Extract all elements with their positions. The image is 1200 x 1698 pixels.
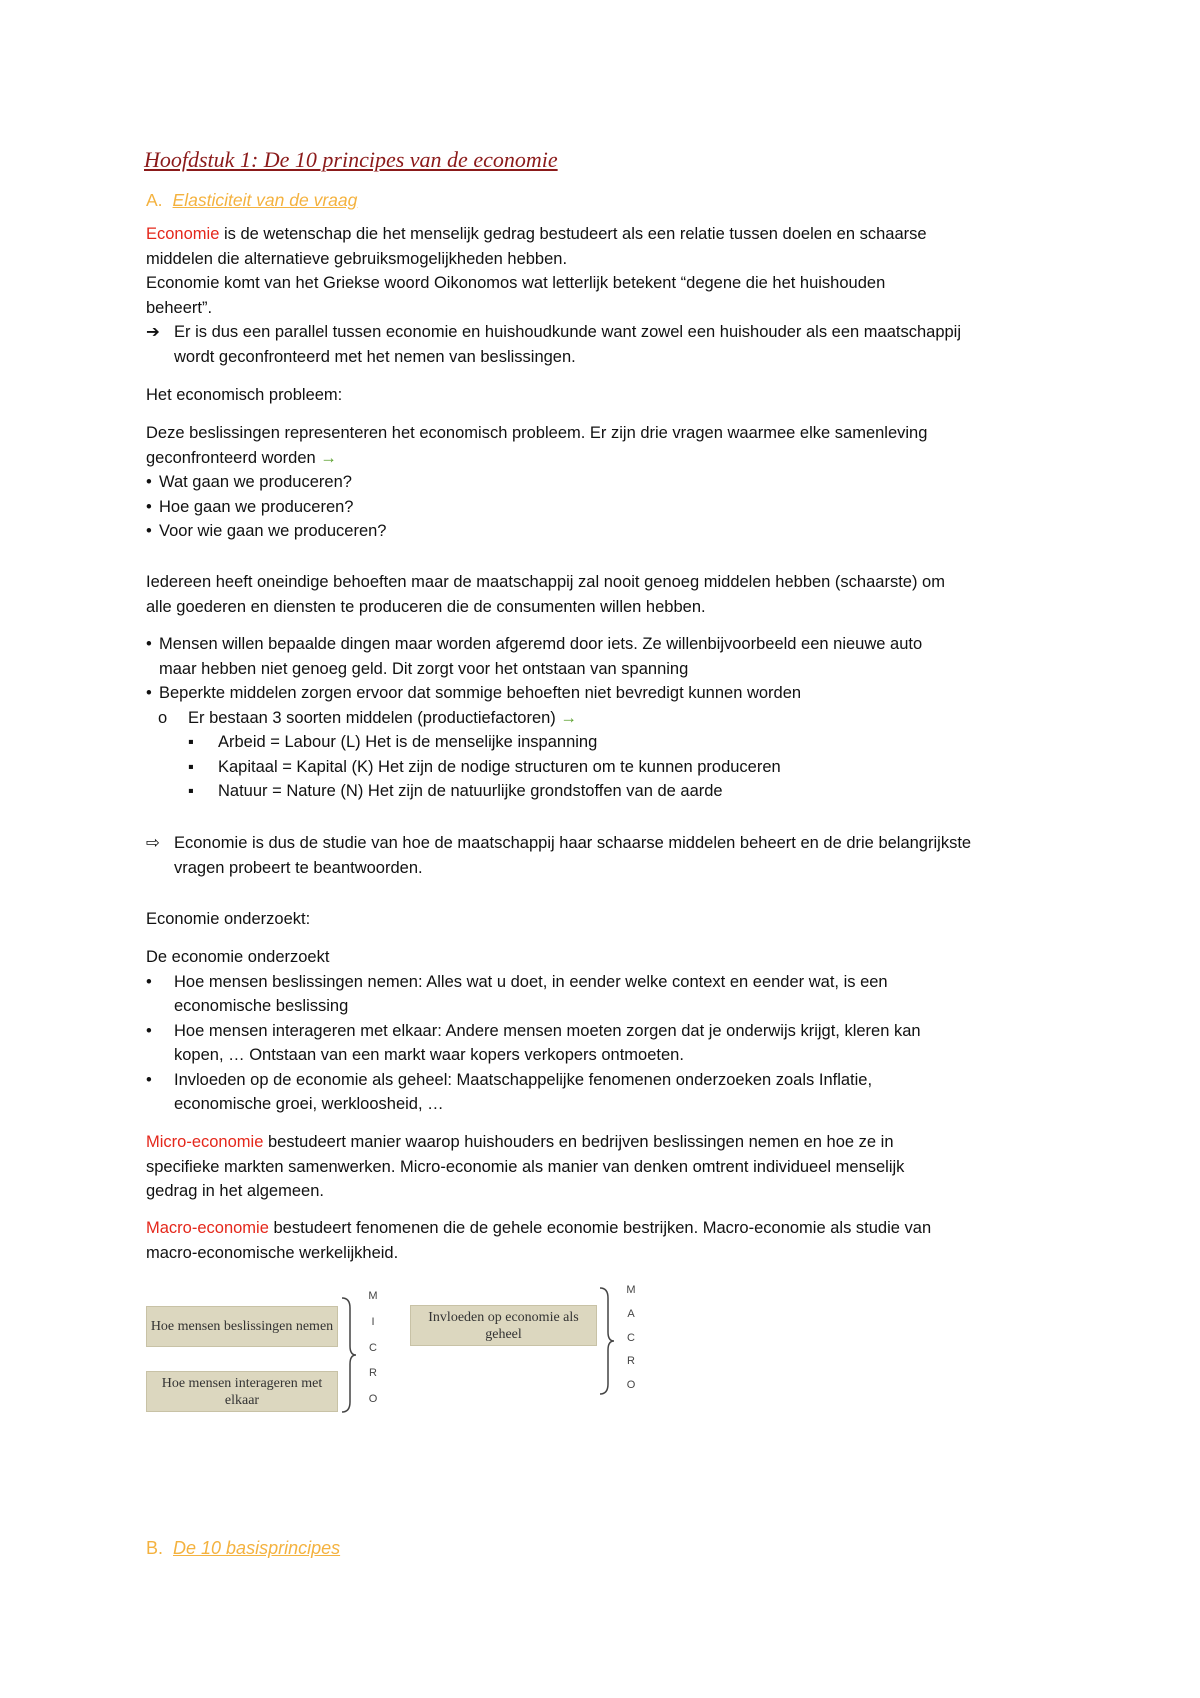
factor-text: Natuur = Nature (N) Het zijn de natuurlijke grondstoffen van de aarde <box>218 782 723 800</box>
bullet-icon: • <box>146 635 152 653</box>
bullet-icon: • <box>146 497 152 516</box>
scarcity-list <box>146 632 922 804</box>
bullet-icon: • <box>146 473 152 491</box>
section-b-marker: B. <box>146 1538 164 1558</box>
arrow-statement-text-2: wordt geconfronteerd met het nemen van beslissingen. <box>174 347 576 366</box>
figure-box-influences: Invloeden op economie als geheel <box>410 1305 597 1346</box>
list-item <box>146 1068 921 1093</box>
sub-item-text: Er bestaan 3 soorten middelen (productiefactoren) <box>188 708 556 727</box>
conclusion <box>146 831 971 880</box>
macro-letters <box>624 1284 638 1391</box>
square-bullet-icon: ▪ <box>188 733 194 751</box>
list-item-text: Invloeden op de economie als geheel: Maatschappelijke fenomenen onderzoeken zoals Inflatie, <box>174 1070 873 1089</box>
macro-text: bestudeert fenomenen die de gehele economie bestrijken. Macro-economie als studie van <box>268 1219 932 1237</box>
definition-text-2: middelen die alternatieve gebruiksmogelijkheden hebben. <box>146 249 568 268</box>
list-item <box>146 632 922 657</box>
list-item-text: Hoe mensen beslissingen nemen: Alles wat u doet, in eender welke context en eender wat, is een <box>174 972 888 991</box>
section-a-heading <box>146 188 357 213</box>
conclusion-text-2: vragen probeert te beantwoorden. <box>174 858 423 877</box>
intro-definition <box>146 222 961 369</box>
arrow-right-icon: → <box>320 448 337 467</box>
letter: R <box>627 1355 635 1368</box>
micro-text-3: gedrag in het algemeen. <box>146 1182 324 1200</box>
bullet-icon: • <box>146 1021 152 1040</box>
term-economie: Economie <box>146 225 220 243</box>
section-a-title: Elasticiteit van de vraag <box>172 190 358 210</box>
research-section <box>146 945 921 1117</box>
bullet-icon: • <box>146 1070 152 1089</box>
list-item <box>146 495 927 520</box>
list-item <box>146 1019 921 1044</box>
factor-item <box>146 730 922 755</box>
conclusion-text: Economie is dus de studie van hoe de maatschappij haar schaarse middelen beheert en de drie belangrijkste <box>174 834 972 852</box>
brace-icon <box>340 1296 358 1414</box>
section-b-title: De 10 basisprincipes <box>173 1538 341 1558</box>
arrow-statement <box>146 320 961 345</box>
letter: M <box>626 1284 636 1296</box>
scarcity-line-2: alle goederen en diensten te produceren die de consumenten willen hebben. <box>146 597 706 616</box>
list-item-text: Mensen willen bepaalde dingen maar worden afgeremd door iets. Ze willenbijvoorbeeld een nieuwe auto <box>159 635 923 653</box>
problem-text: Deze beslissingen representeren het economisch probleem. Er zijn drie vragen waarmee elke samenleving <box>146 424 928 442</box>
figure-box-decisions: Hoe mensen beslissingen nemen <box>146 1306 338 1347</box>
section-b-heading <box>146 1536 340 1561</box>
definition-text: is de wetenschap die het menselijk gedrag bestudeert als een relatie tussen doelen en schaarse <box>219 225 927 243</box>
list-item <box>146 970 921 995</box>
letter: C <box>369 1341 377 1354</box>
micro-text-2: specifieke markten samenwerken. Micro-economie als manier van denken omtrent individueel menselijk <box>146 1157 905 1176</box>
factor-item <box>146 755 922 780</box>
sub-list-item <box>146 706 922 731</box>
question-text: Wat gaan we produceren? <box>159 473 352 491</box>
list-item-text-2: economische beslissing <box>174 997 349 1015</box>
term-macro: Macro-economie <box>146 1219 269 1237</box>
list-item-text: Beperkte middelen zorgen ervoor dat sommige behoeften niet bevredigt kunnen worden <box>159 684 802 702</box>
arrow-statement-text: Er is dus een parallel tussen economie en huishoudkunde want zowel een huishouder als een maatschappij <box>174 323 962 341</box>
problem-section <box>146 421 927 544</box>
square-bullet-icon: ▪ <box>188 757 194 776</box>
brace-icon <box>598 1286 616 1396</box>
list-item-text-2: maar hebben niet genoeg geld. Dit zorgt voor het ontstaan van spanning <box>159 659 689 678</box>
question-text: Hoe gaan we produceren? <box>159 497 354 516</box>
macro-paragraph <box>146 1216 931 1265</box>
arrow-right-icon: → <box>560 708 577 727</box>
list-item <box>146 519 927 544</box>
section-a-marker: A. <box>146 190 163 210</box>
letter: C <box>627 1331 635 1344</box>
list-item-text: Hoe mensen interageren met elkaar: Andere mensen moeten zorgen dat je onderwijs krijgt, kleren kan <box>174 1021 921 1040</box>
origin-text-2: beheert”. <box>146 298 213 317</box>
problem-text-2: geconfronteerd worden <box>146 448 316 467</box>
letter: R <box>369 1367 377 1380</box>
scarcity-text <box>146 570 945 619</box>
letter: O <box>368 1393 378 1405</box>
problem-heading: Het economisch probleem: <box>146 386 343 404</box>
list-item-text-2: kopen, … Ontstaan van een markt waar kopers verkopers ontmoeten. <box>174 1046 684 1064</box>
list-item <box>146 470 927 495</box>
scarcity-line: Iedereen heeft oneindige behoeften maar de maatschappij zal nooit genoeg middelen hebben (schaarste) om <box>146 573 945 591</box>
page-title: Hoofdstuk 1: De 10 principes van de economie <box>144 147 558 172</box>
research-heading: Economie onderzoekt: <box>146 910 311 928</box>
figure-box-interaction: Hoe mensen interageren met elkaar <box>146 1371 338 1412</box>
circle-bullet-icon: o <box>158 708 168 727</box>
list-item <box>146 681 922 706</box>
micro-text: bestudeert manier waarop huishouders en bedrijven beslissingen nemen en hoe ze in <box>263 1133 894 1151</box>
bullet-icon: • <box>146 972 152 991</box>
letter: I <box>371 1315 375 1328</box>
macro-text-2: macro-economische werkelijkheid. <box>146 1243 399 1262</box>
term-micro: Micro-economie <box>146 1133 264 1151</box>
letter: M <box>368 1290 378 1302</box>
square-bullet-icon: ▪ <box>188 782 194 800</box>
research-subheading: De economie onderzoekt <box>146 948 330 966</box>
factor-text: Kapitaal = Kapital (K) Het zijn de nodige structuren om te kunnen produceren <box>218 757 781 776</box>
factor-text: Arbeid = Labour (L) Het is de menselijke inspanning <box>218 733 598 751</box>
hollow-arrow-icon: ⇨ <box>146 834 160 852</box>
origin-text: Economie komt van het Griekse woord Oikonomos wat letterlijk betekent “degene die het huishouden <box>146 274 886 292</box>
arrow-right-icon: ➔ <box>146 323 160 341</box>
letter: O <box>626 1379 636 1391</box>
list-item-text-2: economische groei, werkloosheid, … <box>174 1095 444 1113</box>
bullet-icon: • <box>146 522 152 540</box>
micro-paragraph <box>146 1130 904 1204</box>
bullet-icon: • <box>146 684 152 702</box>
question-text: Voor wie gaan we produceren? <box>159 522 387 540</box>
factor-item <box>146 779 922 804</box>
letter: A <box>627 1307 635 1320</box>
micro-letters <box>366 1290 380 1405</box>
conclusion-row <box>146 831 971 856</box>
